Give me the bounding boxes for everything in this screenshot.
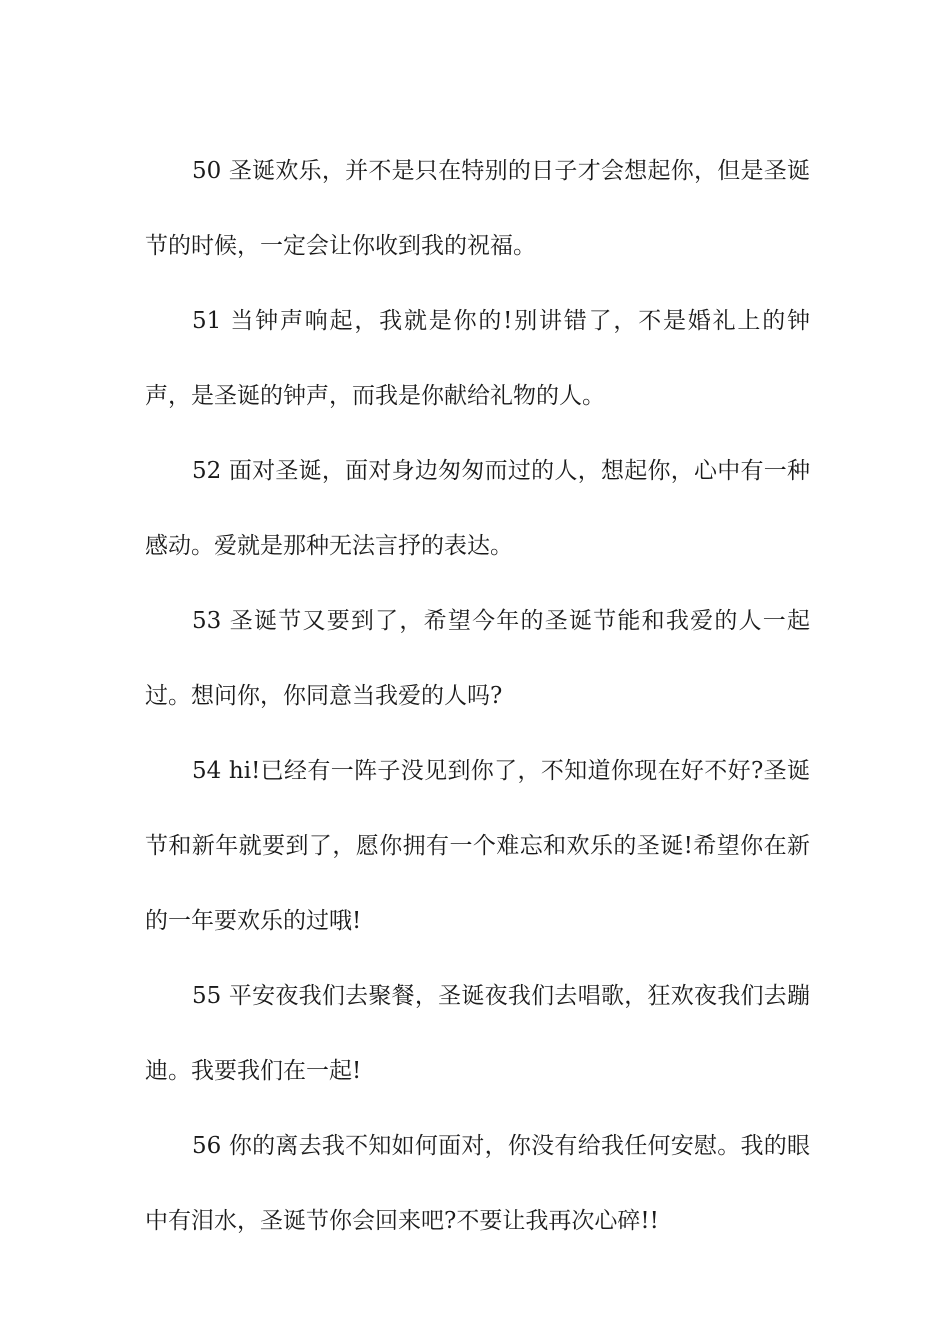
document-body <box>145 134 810 1259</box>
paragraph-56: 56 你的离去我不知如何面对，你没有给我任何安慰。我的眼中有泪水，圣诞节你会回来吧?不要让我再次心碎!! <box>145 1133 810 1234</box>
paragraph-53: 53 圣诞节又要到了，希望今年的圣诞节能和我爱的人一起过。想问你，你同意当我爱的人吗? <box>145 608 810 709</box>
paragraph-54: 54 hi!已经有一阵子没见到你了，不知道你现在好不好?圣诞节和新年就要到了，愿你拥有一个难忘和欢乐的圣诞!希望你在新的一年要欢乐的过哦! <box>145 758 810 934</box>
paragraph-52: 52 面对圣诞，面对身边匆匆而过的人，想起你，心中有一种感动。爱就是那种无法言抒的表达。 <box>145 458 810 559</box>
paragraph-55: 55 平安夜我们去聚餐，圣诞夜我们去唱歌，狂欢夜我们去蹦迪。我要我们在一起! <box>145 983 810 1084</box>
paragraph-50: 50 圣诞欢乐，并不是只在特别的日子才会想起你，但是圣诞节的时候，一定会让你收到我的祝福。 <box>145 158 810 259</box>
paragraph-51: 51 当钟声响起，我就是你的!别讲错了，不是婚礼上的钟声，是圣诞的钟声，而我是你献给礼物的人。 <box>145 308 810 409</box>
